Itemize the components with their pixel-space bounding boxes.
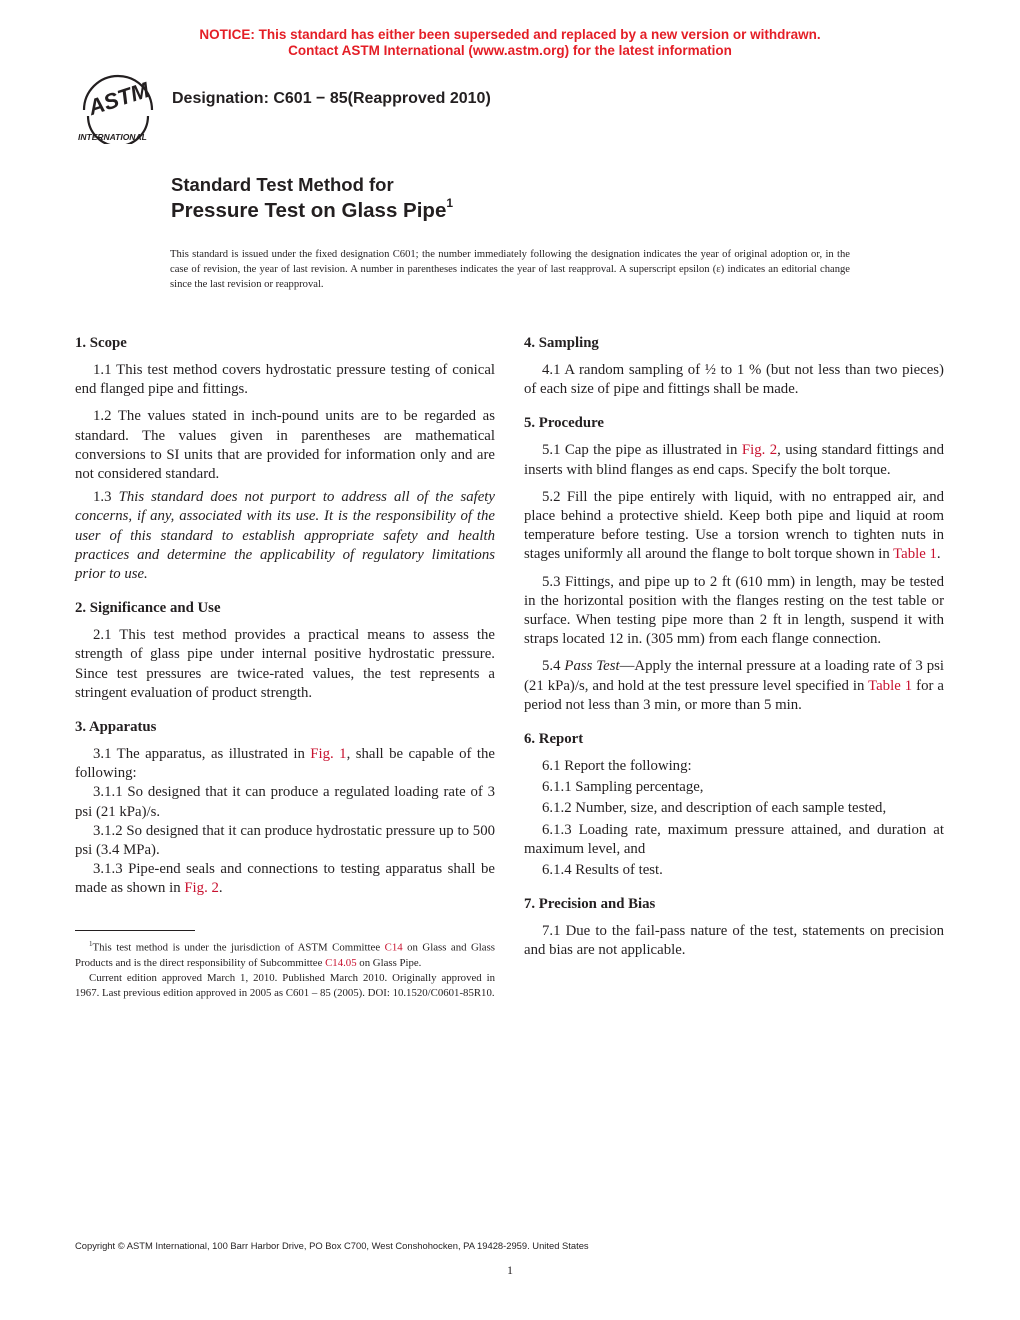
section-heading-precision: 7. Precision and Bias	[524, 896, 656, 913]
para-3-1-pre: 3.1 The apparatus, as illustrated in	[93, 746, 311, 763]
designation: Designation: C601 − 85(Reapproved 2010)	[172, 90, 491, 107]
footnote-divider	[75, 930, 195, 931]
para-5-3: 5.3 Fittings, and pipe up to 2 ft (610 mm) in length, may be tested in the horizontal position with the flanges resting on the test table or surface. When testing pipe more than 2 ft in length, suspend it with straps located 12 in. (305 mm) from each flange connection.	[524, 573, 944, 648]
right-column	[524, 333, 944, 961]
para-6-1-3: 6.1.3 Loading rate, maximum pressure attained, and duration at maximum level, and	[524, 821, 944, 857]
committee-c14-link[interactable]: C14	[384, 941, 403, 954]
fig-2-link-procedure[interactable]: Fig. 2	[741, 442, 778, 459]
table-1-link-torque[interactable]: Table 1	[893, 546, 937, 563]
footnote-1-post: on Glass Pipe.	[356, 956, 422, 969]
footnote-1	[75, 937, 495, 971]
para-5-1-post: , using standard fittings and inserts with blind flanges as end caps. Specify the bolt torque.	[524, 442, 944, 478]
logo-letters: ASTM	[85, 77, 153, 121]
para-5-4-post: for a period not less than 3 min, or more than 5 min.	[524, 677, 944, 713]
section-heading-sampling: 4. Sampling	[524, 335, 599, 351]
logo-subtext: INTERNATIONAL	[78, 132, 147, 142]
fig-2-link-apparatus[interactable]: Fig. 2	[184, 880, 219, 897]
para-2-1: 2.1 This test method provides a practical means to assess the strength of glass pipe under internal positive hydrostatic pressure. Since test pressures are twice-rated values, the test represents a stringent evaluation of product strength.	[75, 627, 495, 701]
footnote-1-mid: on Glass and Glass Products and is the direct responsibility of Subcommittee	[75, 941, 495, 969]
section-heading-apparatus: 3. Apparatus	[75, 719, 157, 736]
footnote-1-pre: This test method is under the jurisdiction of ASTM Committee	[92, 941, 385, 954]
section-heading-scope: 1. Scope	[75, 335, 127, 351]
astm-logo	[74, 74, 164, 144]
para-1-2: 1.2 The values stated in inch-pound units are to be regarded as standard. The values given in parentheses are mathematical conversions to SI units that are provided for information only and are not considered standard.	[75, 408, 495, 483]
para-6-1-1: 6.1.1 Sampling percentage,	[542, 779, 704, 796]
para-3-1-3-pre: 3.1.3 Pipe-end seals and connections to testing apparatus shall be made as shown in	[75, 861, 495, 897]
para-1-3-text: This standard does not purport to address all of the safety concerns, if any, associated with its use. It is the responsibility of the user of this standard to establish appropriate safety and health practices and determine the applicability of regulatory limitations prior to use.	[75, 489, 495, 583]
left-column	[75, 333, 495, 899]
para-5-2	[524, 488, 944, 565]
para-7-1: 7.1 Due to the fail-pass nature of the test, statements on precision and bias are not applicable.	[524, 923, 944, 959]
footnote-edition: Current edition approved March 1, 2010. Published March 2010. Originally approved in 1967. Last previous edition approved in 2005 as C601 – 85 (2005). DOI: 10.1520/C0601-85R10.	[75, 971, 495, 999]
footnote-1-mark: 1	[89, 940, 93, 948]
para-1-3-num: 1.3	[93, 489, 119, 506]
title-line-2	[171, 198, 453, 223]
section-heading-significance: 2. Significance and Use	[75, 600, 221, 617]
para-5-4	[524, 657, 944, 715]
title-text: Pressure Test on Glass Pipe	[171, 198, 447, 222]
subcommittee-c14-05-link[interactable]: C14.05	[325, 956, 357, 969]
footnotes	[75, 930, 495, 1001]
para-5-2-post: .	[936, 546, 941, 563]
para-4-1: 4.1 A random sampling of ½ to 1 % (but not less than two pieces) of each size of pipe and fittings shall be made.	[524, 362, 944, 398]
para-6-1-4: 6.1.4 Results of test.	[542, 862, 663, 879]
title-footnote-mark: 1	[446, 196, 454, 210]
para-6-1: 6.1 Report the following:	[542, 758, 692, 775]
copyright-line: Copyright © ASTM International, 100 Barr Harbor Drive, PO Box C700, West Conshohocken, PA 19428-2959. United States	[75, 1240, 589, 1251]
para-3-1-2: 3.1.2 So designed that it can produce hydrostatic pressure up to 500 psi (3.4 MPa).	[75, 822, 495, 859]
para-3-1-3-post: .	[218, 880, 223, 897]
para-5-2-pre: 5.2 Fill the pipe entirely with liquid, with no entrapped air, and place behind a protective shield. Keep both pipe and liquid at room temperature before testing. Use a torsion wrench to tighten nuts in stages uniformly all around the flange to bolt torque shown in	[524, 488, 944, 563]
para-5-1	[524, 441, 944, 479]
para-3-1-3	[75, 860, 495, 898]
para-3-1	[75, 745, 495, 783]
para-5-1-pre: 5.1 Cap the pipe as illustrated in	[542, 442, 742, 459]
fig-1-link[interactable]: Fig. 1	[310, 746, 347, 763]
notice-line-2: Contact ASTM International (www.astm.org) for the latest information	[288, 43, 732, 58]
para-5-4-num: 5.4	[542, 658, 565, 675]
para-5-4-pre: —Apply the internal pressure at a loading rate of 3 psi (21 kPa)/s, and hold at the test pressure level specified in	[524, 658, 944, 694]
para-6-1-2: 6.1.2 Number, size, and description of each sample tested,	[542, 800, 887, 817]
notice-line-1: NOTICE: This standard has either been superseded and replaced by a new version or withdrawn.	[199, 27, 821, 42]
para-1-3	[75, 488, 495, 584]
section-heading-procedure: 5. Procedure	[524, 415, 604, 432]
para-3-1-1: 3.1.1 So designed that it can produce a regulated loading rate of 3 psi (21 kPa)/s.	[75, 784, 495, 820]
para-3-1-post: , shall be capable of the following:	[75, 746, 495, 782]
title-line-1: Standard Test Method for	[171, 174, 394, 195]
para-1-1: 1.1 This test method covers hydrostatic pressure testing of conical end flanged pipe and fittings.	[75, 362, 495, 398]
section-heading-report: 6. Report	[524, 731, 584, 748]
table-1-link-pressure[interactable]: Table 1	[868, 677, 913, 694]
page-number: 1	[507, 1263, 513, 1277]
intro-paragraph: This standard is issued under the fixed designation C601; the number immediately following the designation indicates the year of original adoption or, in the case of revision, the year of last revision. A number in parentheses indicates the year of last reapproval. A superscript epsilon (ε) indicates an editorial change since the last revision or reapproval.	[170, 249, 850, 290]
para-5-4-italic: Pass Test	[564, 658, 620, 675]
